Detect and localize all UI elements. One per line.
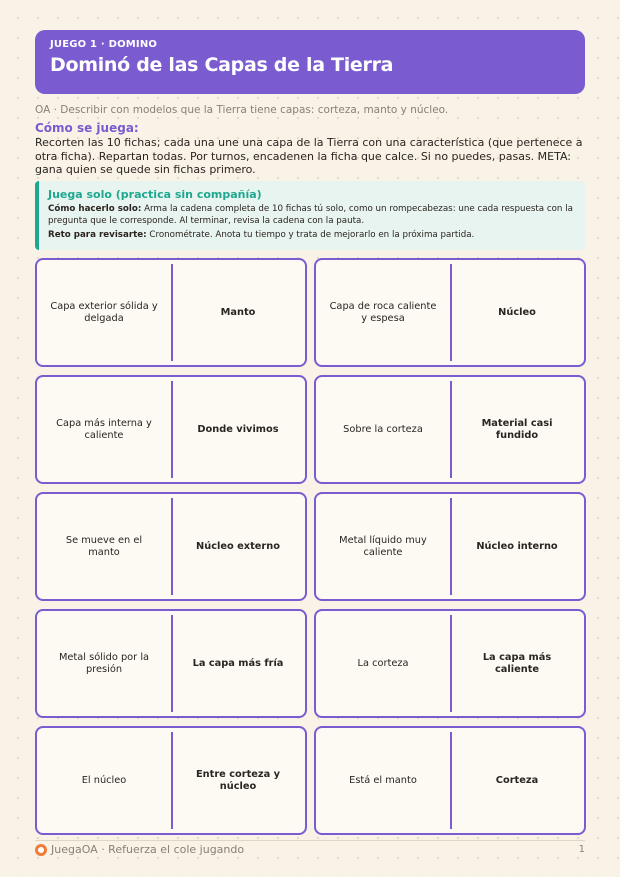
card-clue: La corteza xyxy=(357,657,409,669)
card-clue: Capa de roca caliente y espesa xyxy=(329,301,437,324)
domino-card xyxy=(314,258,586,367)
card-answer: Corteza xyxy=(495,774,539,786)
card-divider xyxy=(450,615,452,712)
domino-cards xyxy=(35,258,586,835)
card-divider xyxy=(450,732,452,829)
card-answer: La capa más fría xyxy=(192,657,284,669)
card-answer: La capa más caliente xyxy=(482,652,552,675)
domino-card xyxy=(35,375,307,484)
page-number: 1 xyxy=(578,844,585,855)
solo-challenge-text: Cronométrate. Anota tu tiempo y trata de mejorarlo en la próxima partida. xyxy=(149,230,475,240)
footer-divider xyxy=(35,840,585,841)
card-answer: Núcleo interno xyxy=(476,540,558,552)
card-clue: Está el manto xyxy=(349,774,417,786)
card-clue: Capa exterior sólida y delgada xyxy=(50,301,158,324)
footer-brand-text: JuegaOA · Refuerza el cole jugando xyxy=(51,843,245,856)
domino-card xyxy=(314,375,586,484)
domino-card xyxy=(314,726,586,835)
domino-card xyxy=(314,609,586,718)
card-clue: Metal sólido por la presión xyxy=(58,652,150,675)
card-clue: Metal líquido muy caliente xyxy=(339,535,427,558)
card-clue: Se mueve en el manto xyxy=(65,535,143,558)
domino-card xyxy=(35,609,307,718)
footer-brand xyxy=(35,843,244,856)
card-divider xyxy=(450,381,452,478)
card-clue: El núcleo xyxy=(81,774,127,786)
solo-title: Juega solo (practica sin compañía) xyxy=(48,188,262,201)
card-divider xyxy=(171,615,173,712)
solo-how-text: Arma la cadena completa de 10 fichas tú solo, como un rompecabezas: une cada respuesta con la pregunta que le corresponde. Al terminar, revisa la cadena con la pauta. xyxy=(48,204,573,226)
card-divider xyxy=(450,264,452,361)
card-divider xyxy=(450,498,452,595)
card-clue: Capa más interna y caliente xyxy=(56,418,152,441)
solo-how xyxy=(48,204,575,227)
target-icon xyxy=(35,844,47,856)
solo-how-label: Cómo hacerlo solo: xyxy=(48,204,142,214)
card-answer: Núcleo externo xyxy=(196,540,280,552)
solo-challenge xyxy=(48,230,575,242)
domino-card xyxy=(35,726,307,835)
how-to-play-body: Recorten las 10 fichas; cada una une una capa de la Tierra con una característica (que pertenece a otra ficha). Repartan todas. Por turnos, encadenen la ficha que calce. Si no puedes, pasas. META: gana quien se quede sin fichas primero. xyxy=(35,136,583,176)
card-divider xyxy=(171,732,173,829)
card-answer: Manto xyxy=(220,306,256,318)
page-title: Dominó de las Capas de la Tierra xyxy=(50,54,394,76)
card-answer: Núcleo xyxy=(498,306,536,318)
learning-objective: OA · Describir con modelos que la Tierra tiene capas: corteza, manto y núcleo. xyxy=(35,104,449,116)
game-kicker: JUEGO 1 · DOMINO xyxy=(50,39,158,50)
domino-card xyxy=(35,492,307,601)
how-to-play-heading: Cómo se juega: xyxy=(35,121,139,135)
card-divider xyxy=(171,381,173,478)
domino-card xyxy=(314,492,586,601)
solo-play-box xyxy=(35,181,585,250)
title-banner xyxy=(35,30,585,94)
card-answer: Entre corteza y núcleo xyxy=(195,769,281,792)
domino-card xyxy=(35,258,307,367)
card-divider xyxy=(171,264,173,361)
card-divider xyxy=(171,498,173,595)
card-clue: Sobre la corteza xyxy=(343,423,423,435)
card-answer: Donde vivimos xyxy=(197,423,279,435)
solo-challenge-label: Reto para revisarte: xyxy=(48,230,147,240)
card-answer: Material casi fundido xyxy=(481,418,553,441)
